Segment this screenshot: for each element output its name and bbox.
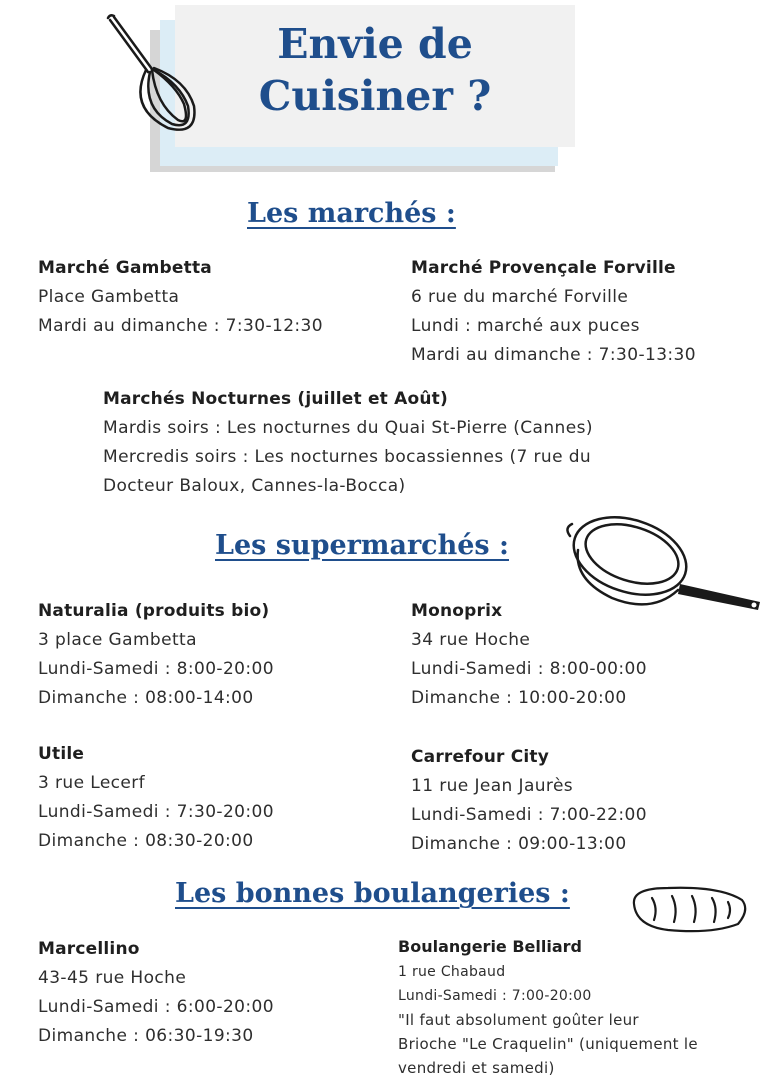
bakery-marcellino-name: Marcellino <box>38 939 140 959</box>
market-nocturnes <box>103 385 593 501</box>
supermarket-carrefour <box>411 743 647 859</box>
page-title-line1: Envie de <box>277 20 473 68</box>
supermarket-utile-address: 3 rue Lecerf <box>38 773 146 793</box>
market-forville <box>411 254 696 370</box>
market-gambetta-name: Marché Gambetta <box>38 258 212 278</box>
supermarket-monoprix-address: 34 rue Hoche <box>411 630 531 650</box>
market-gambetta-address: Place Gambetta <box>38 287 180 307</box>
market-nocturnes-line2: Mercredis soirs : Les nocturnes bocassiennes (7 rue du <box>103 447 592 467</box>
section-supermarkets-title: Les supermarchés : <box>215 530 509 561</box>
market-forville-monday: Lundi : marché aux puces <box>411 316 640 336</box>
supermarket-naturalia-sunday-hours: Dimanche : 08:00-14:00 <box>38 688 254 708</box>
bakery-belliard <box>398 934 698 1080</box>
bakery-belliard-tip-line3: vendredi et samedi) <box>398 1059 555 1077</box>
supermarket-carrefour-address: 11 rue Jean Jaurès <box>411 776 574 796</box>
bakery-belliard-name: Boulangerie Belliard <box>398 937 582 956</box>
bakery-belliard-week-hours: Lundi-Samedi : 7:00-20:00 <box>398 988 592 1004</box>
bakery-marcellino-address: 43-45 rue Hoche <box>38 968 187 988</box>
whisk-icon <box>98 8 208 138</box>
supermarket-carrefour-week-hours: Lundi-Samedi : 7:00-22:00 <box>411 805 647 825</box>
section-markets-title: Les marchés : <box>247 198 456 229</box>
bakery-belliard-tip-line2: Brioche "Le Craquelin" (uniquement le <box>398 1035 698 1053</box>
bakery-marcellino <box>38 935 274 1051</box>
market-nocturnes-name: Marchés Nocturnes (juillet et Août) <box>103 389 448 409</box>
section-bakeries-title: Les bonnes boulangeries : <box>175 878 570 909</box>
page-title <box>175 18 575 122</box>
supermarket-monoprix-week-hours: Lundi-Samedi : 8:00-00:00 <box>411 659 647 679</box>
market-forville-name: Marché Provençale Forville <box>411 258 676 278</box>
supermarket-monoprix <box>411 597 647 713</box>
supermarket-utile-week-hours: Lundi-Samedi : 7:30-20:00 <box>38 802 274 822</box>
page-title-line2: Cuisiner ? <box>258 72 492 120</box>
bakery-marcellino-week-hours: Lundi-Samedi : 6:00-20:00 <box>38 997 274 1017</box>
market-forville-hours: Mardi au dimanche : 7:30-13:30 <box>411 345 696 365</box>
supermarket-naturalia-name: Naturalia (produits bio) <box>38 601 270 621</box>
market-nocturnes-line3: Docteur Baloux, Cannes-la-Bocca) <box>103 476 406 496</box>
market-gambetta-hours: Mardi au dimanche : 7:30-12:30 <box>38 316 323 336</box>
supermarket-utile-name: Utile <box>38 744 85 764</box>
bakery-belliard-tip-line1: "Il faut absolument goûter leur <box>398 1011 639 1029</box>
supermarket-utile <box>38 740 274 856</box>
bread-icon <box>628 882 752 936</box>
supermarket-naturalia <box>38 597 274 713</box>
market-forville-address: 6 rue du marché Forville <box>411 287 629 307</box>
supermarket-utile-sunday-hours: Dimanche : 08:30-20:00 <box>38 831 254 851</box>
supermarket-carrefour-name: Carrefour City <box>411 747 550 767</box>
supermarket-monoprix-name: Monoprix <box>411 601 503 621</box>
supermarket-carrefour-sunday-hours: Dimanche : 09:00-13:00 <box>411 834 627 854</box>
market-gambetta <box>38 254 323 341</box>
supermarket-monoprix-sunday-hours: Dimanche : 10:00-20:00 <box>411 688 627 708</box>
bakery-belliard-address: 1 rue Chabaud <box>398 964 506 980</box>
market-nocturnes-line1: Mardis soirs : Les nocturnes du Quai St-Pierre (Cannes) <box>103 418 593 438</box>
supermarket-naturalia-address: 3 place Gambetta <box>38 630 197 650</box>
bakery-marcellino-sunday-hours: Dimanche : 06:30-19:30 <box>38 1026 254 1046</box>
supermarket-naturalia-week-hours: Lundi-Samedi : 8:00-20:00 <box>38 659 274 679</box>
